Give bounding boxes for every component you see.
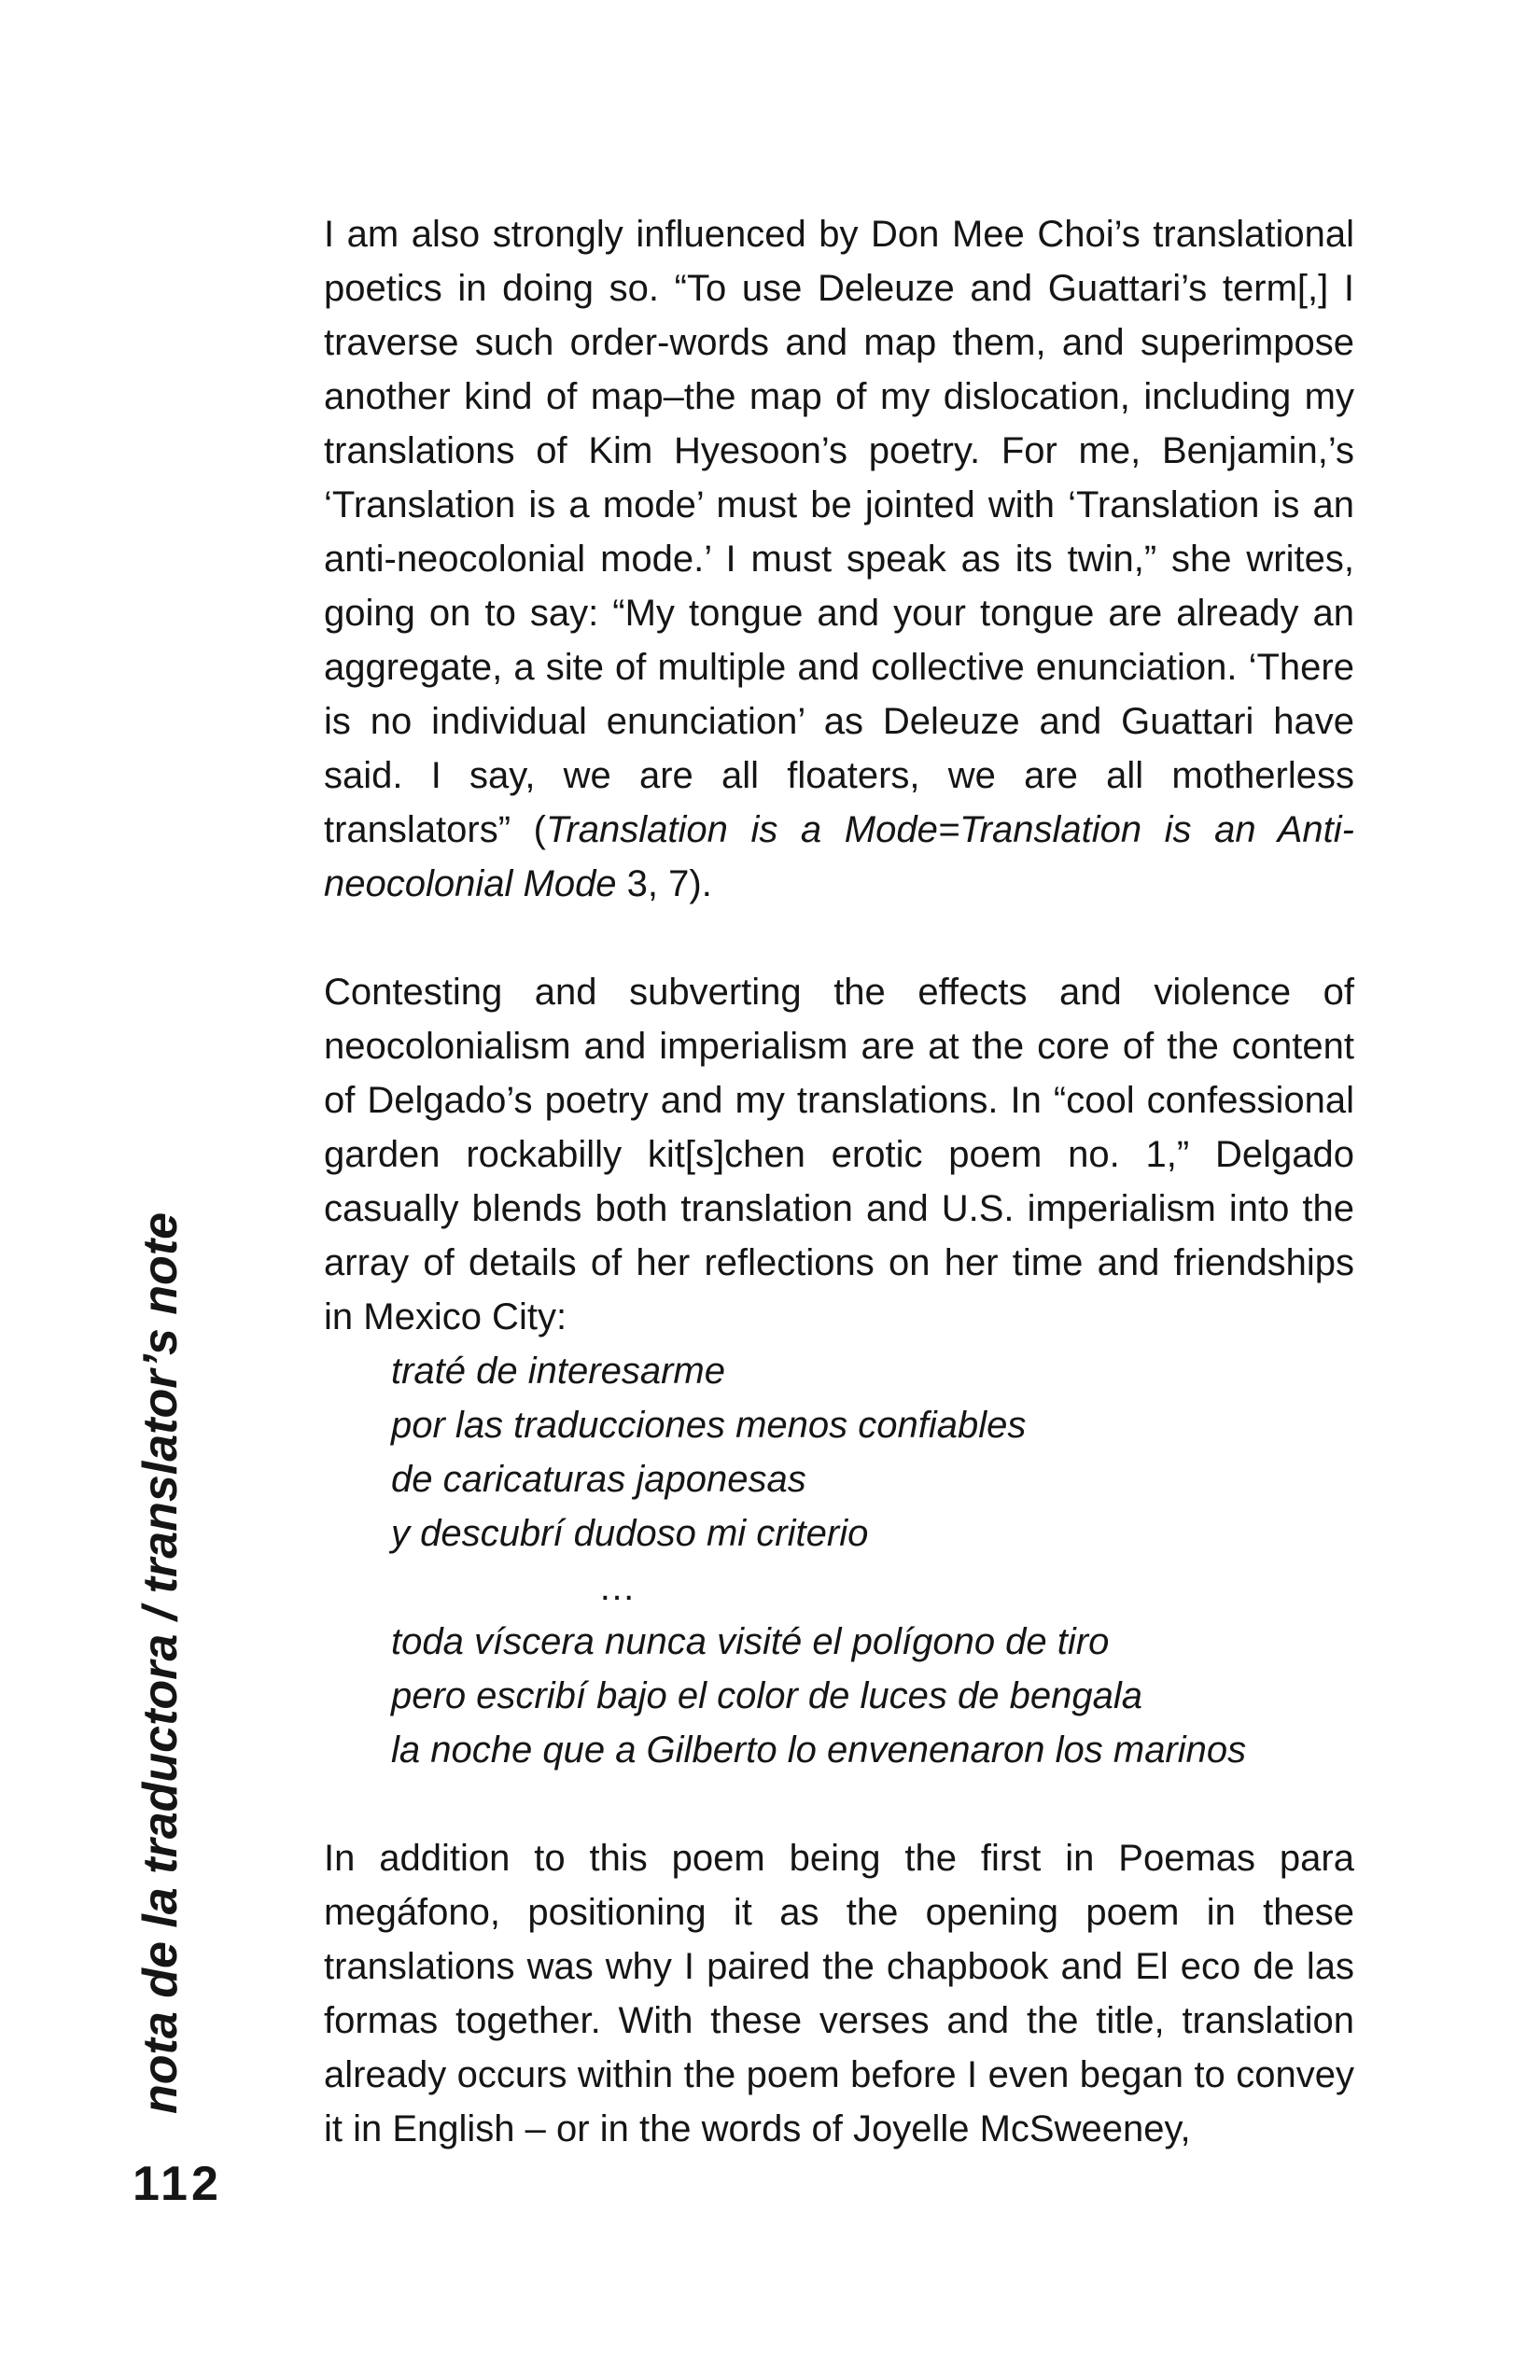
body-text	[324, 207, 1354, 2156]
paragraph-gap	[324, 911, 1354, 965]
paragraph-gap	[324, 1777, 1354, 1831]
poem-line: toda víscera nunca visité el polígono de tiro	[391, 1621, 1110, 1662]
paragraph-choi-quote	[324, 207, 1354, 911]
running-head: nota de la traductora / translator’s note	[133, 1211, 188, 2114]
poem-excerpt	[324, 1344, 1354, 1777]
poem-line: pero escribí bajo el color de luces de bengala	[391, 1675, 1142, 1716]
citation-title: Translation is a Mode=Translation is an Anti-neocolonial Mode	[324, 809, 1354, 904]
poem-line: por las traducciones menos confiables	[391, 1405, 1027, 1446]
poem-ellipsis: …	[598, 1567, 636, 1608]
page-number: 112	[133, 2157, 222, 2211]
poem-line: traté de interesarme	[391, 1351, 725, 1392]
poem-line: la noche que a Gilberto lo envenenaron los marinos	[391, 1729, 1247, 1771]
paragraph-text: I am also strongly influenced by Don Mee Choi’s translational poetics in doing so. “To use Deleuze and Guattari’s term[,] I traverse such order-words and map them, and superimpose another kind of map–the map of my dislocation, including my translations of Kim Hyesoon’s poetry. For me, Benjamin,’s ‘Translation is a mode’ must be jointed with ‘Translation is an anti-neocolonial mode.’ I must speak as its twin,” she writes, going on to say: “My tongue and your tongue are already an aggregate, a site of multiple and collective enunciation. ‘There is no individual enunciation’ as Deleuze and Guattari have said. I say, we are all floaters, we are all motherless translators” (	[324, 214, 1354, 850]
paragraph-neocolonialism: Contesting and subverting the effects and violence of neocolonialism and imperialism are at the core of the content of Delgado’s poetry and my translations. In “cool confessional garden rockabilly kit[s]chen erotic poem no. 1,” Delgado casually blends both translation and U.S. imperialism into the array of details of her reflections on her time and friendships in Mexico City:	[324, 972, 1354, 1337]
paragraph-pairing: In addition to this poem being the first in Poemas para megáfono, positioning it as the opening poem in these translations was why I paired the chapbook and El eco de las formas together. With these verses and the title, translation already occurs within the poem before I even began to convey it in English – or in the words of Joyelle McSweeney,	[324, 1838, 1354, 2149]
poem-line: de caricaturas japonesas	[391, 1459, 806, 1500]
poem-line: y descubrí dudoso mi criterio	[391, 1513, 869, 1554]
citation-pages: 3, 7).	[616, 863, 712, 904]
